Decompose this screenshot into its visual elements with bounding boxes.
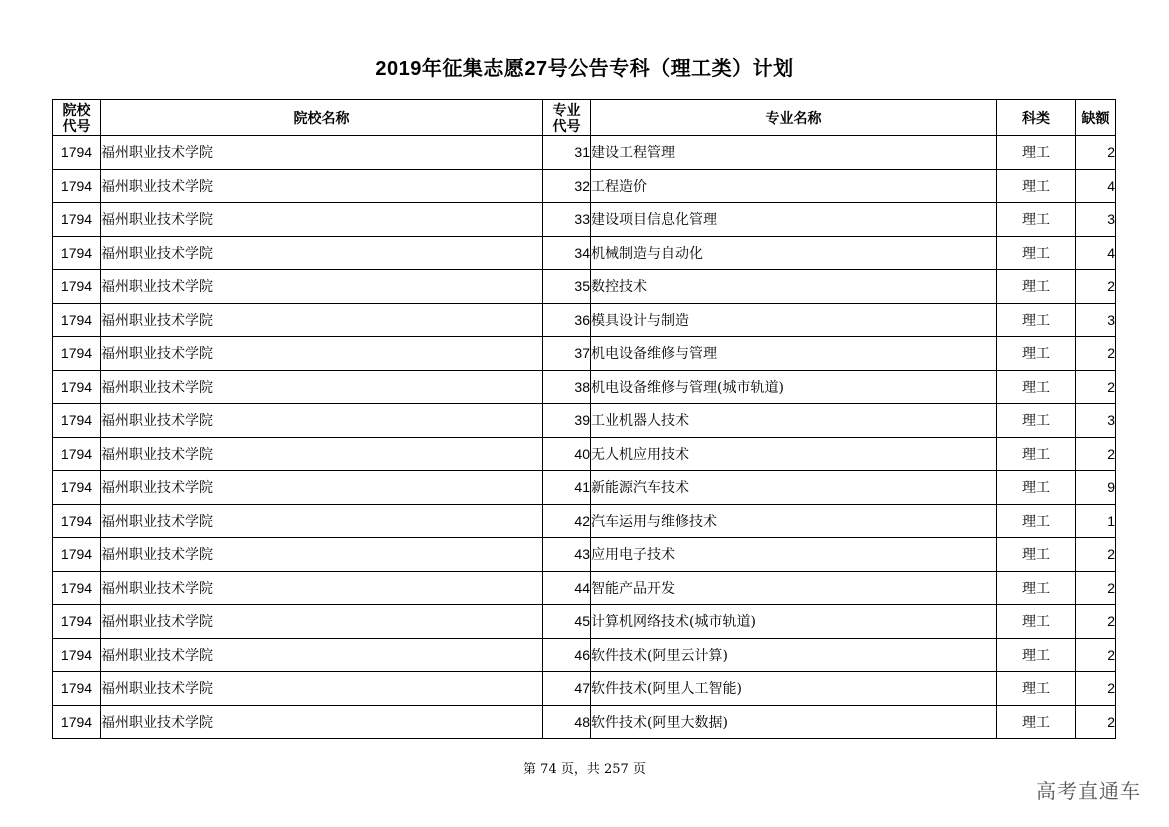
cell-major-code: 32 (543, 169, 591, 203)
cell-vacancy: 4 (1076, 169, 1116, 203)
cell-school-name: 福州职业技术学院 (101, 471, 543, 505)
table-row (53, 337, 1116, 371)
cell-school-code: 1794 (53, 504, 101, 538)
cell-major-name: 汽车运用与维修技术 (591, 504, 997, 538)
cell-major-name: 工程造价 (591, 169, 997, 203)
cell-major-code: 47 (543, 672, 591, 706)
table-row (53, 605, 1116, 639)
cell-school-code: 1794 (53, 169, 101, 203)
cell-school-code: 1794 (53, 370, 101, 404)
cell-major-code: 37 (543, 337, 591, 371)
cell-school-code: 1794 (53, 337, 101, 371)
cell-category: 理工 (997, 270, 1076, 304)
cell-major-name: 软件技术(阿里大数据) (591, 705, 997, 739)
cell-major-code: 43 (543, 538, 591, 572)
table-row (53, 504, 1116, 538)
cell-vacancy: 2 (1076, 672, 1116, 706)
cell-major-name: 机械制造与自动化 (591, 236, 997, 270)
cell-vacancy: 2 (1076, 370, 1116, 404)
table-row (53, 404, 1116, 438)
cell-school-name: 福州职业技术学院 (101, 504, 543, 538)
cell-category: 理工 (997, 571, 1076, 605)
cell-school-name: 福州职业技术学院 (101, 236, 543, 270)
cell-major-name: 计算机网络技术(城市轨道) (591, 605, 997, 639)
cell-category: 理工 (997, 169, 1076, 203)
cell-school-code: 1794 (53, 571, 101, 605)
cell-vacancy: 2 (1076, 638, 1116, 672)
cell-category: 理工 (997, 672, 1076, 706)
cell-major-name: 机电设备维修与管理 (591, 337, 997, 371)
cell-major-code: 39 (543, 404, 591, 438)
cell-category: 理工 (997, 236, 1076, 270)
cell-school-name: 福州职业技术学院 (101, 638, 543, 672)
cell-category: 理工 (997, 303, 1076, 337)
cell-major-code: 34 (543, 236, 591, 270)
cell-vacancy: 3 (1076, 203, 1116, 237)
cell-school-code: 1794 (53, 404, 101, 438)
table-row (53, 437, 1116, 471)
cell-school-code: 1794 (53, 236, 101, 270)
watermark: 高考直通车 (1036, 779, 1141, 803)
table-row (53, 203, 1116, 237)
cell-category: 理工 (997, 504, 1076, 538)
table-row (53, 538, 1116, 572)
cell-major-code: 46 (543, 638, 591, 672)
table-row (53, 136, 1116, 170)
cell-school-name: 福州职业技术学院 (101, 303, 543, 337)
cell-major-name: 新能源汽车技术 (591, 471, 997, 505)
cell-school-code: 1794 (53, 471, 101, 505)
cell-vacancy: 2 (1076, 270, 1116, 304)
cell-major-code: 44 (543, 571, 591, 605)
cell-category: 理工 (997, 638, 1076, 672)
table-row (53, 638, 1116, 672)
cell-school-code: 1794 (53, 270, 101, 304)
table-header-row (53, 100, 1116, 136)
cell-school-name: 福州职业技术学院 (101, 705, 543, 739)
cell-school-code: 1794 (53, 605, 101, 639)
cell-major-code: 31 (543, 136, 591, 170)
cell-vacancy: 2 (1076, 136, 1116, 170)
cell-major-code: 45 (543, 605, 591, 639)
cell-school-code: 1794 (53, 303, 101, 337)
cell-major-name: 工业机器人技术 (591, 404, 997, 438)
cell-vacancy: 3 (1076, 404, 1116, 438)
cell-major-name: 软件技术(阿里云计算) (591, 638, 997, 672)
cell-major-name: 模具设计与制造 (591, 303, 997, 337)
table-row (53, 303, 1116, 337)
header-school-code: 院校 代号 (53, 100, 101, 136)
cell-major-code: 36 (543, 303, 591, 337)
cell-vacancy: 2 (1076, 437, 1116, 471)
table-row (53, 471, 1116, 505)
cell-school-name: 福州职业技术学院 (101, 605, 543, 639)
table-body (53, 136, 1116, 739)
cell-school-name: 福州职业技术学院 (101, 136, 543, 170)
cell-category: 理工 (997, 705, 1076, 739)
cell-major-name: 软件技术(阿里人工智能) (591, 672, 997, 706)
header-major-code: 专业 代号 (543, 100, 591, 136)
cell-vacancy: 2 (1076, 538, 1116, 572)
cell-category: 理工 (997, 471, 1076, 505)
cell-category: 理工 (997, 136, 1076, 170)
cell-major-name: 智能产品开发 (591, 571, 997, 605)
cell-vacancy: 9 (1076, 471, 1116, 505)
cell-major-code: 35 (543, 270, 591, 304)
cell-category: 理工 (997, 404, 1076, 438)
cell-vacancy: 2 (1076, 337, 1116, 371)
cell-vacancy: 3 (1076, 303, 1116, 337)
table-row (53, 169, 1116, 203)
header-major-name: 专业名称 (591, 100, 997, 136)
cell-vacancy: 2 (1076, 605, 1116, 639)
table-row (53, 370, 1116, 404)
cell-major-name: 建设工程管理 (591, 136, 997, 170)
cell-school-code: 1794 (53, 437, 101, 471)
cell-school-name: 福州职业技术学院 (101, 337, 543, 371)
cell-major-code: 41 (543, 471, 591, 505)
header-school-name: 院校名称 (101, 100, 543, 136)
cell-major-name: 机电设备维修与管理(城市轨道) (591, 370, 997, 404)
page-footer: 第 74 页，共 257 页 (523, 762, 646, 777)
cell-major-name: 建设项目信息化管理 (591, 203, 997, 237)
table-row (53, 705, 1116, 739)
cell-school-name: 福州职业技术学院 (101, 538, 543, 572)
cell-vacancy: 1 (1076, 504, 1116, 538)
cell-school-code: 1794 (53, 705, 101, 739)
cell-major-name: 应用电子技术 (591, 538, 997, 572)
cell-category: 理工 (997, 605, 1076, 639)
header-category: 科类 (997, 100, 1076, 136)
cell-category: 理工 (997, 437, 1076, 471)
cell-category: 理工 (997, 337, 1076, 371)
cell-school-code: 1794 (53, 672, 101, 706)
header-vacancy: 缺额 (1076, 100, 1116, 136)
cell-school-code: 1794 (53, 136, 101, 170)
cell-vacancy: 2 (1076, 705, 1116, 739)
table-row (53, 571, 1116, 605)
cell-school-name: 福州职业技术学院 (101, 203, 543, 237)
cell-school-name: 福州职业技术学院 (101, 437, 543, 471)
cell-school-code: 1794 (53, 638, 101, 672)
cell-school-name: 福州职业技术学院 (101, 404, 543, 438)
cell-school-code: 1794 (53, 538, 101, 572)
cell-major-name: 数控技术 (591, 270, 997, 304)
cell-school-code: 1794 (53, 203, 101, 237)
cell-major-code: 48 (543, 705, 591, 739)
cell-major-code: 38 (543, 370, 591, 404)
cell-major-code: 42 (543, 504, 591, 538)
cell-vacancy: 4 (1076, 236, 1116, 270)
page-title: 2019年征集志愿27号公告专科（理工类）计划 (375, 58, 794, 80)
enrollment-plan-table (52, 99, 1116, 739)
cell-school-name: 福州职业技术学院 (101, 169, 543, 203)
cell-major-code: 40 (543, 437, 591, 471)
cell-school-name: 福州职业技术学院 (101, 672, 543, 706)
table-row (53, 236, 1116, 270)
cell-school-name: 福州职业技术学院 (101, 571, 543, 605)
cell-category: 理工 (997, 203, 1076, 237)
cell-vacancy: 2 (1076, 571, 1116, 605)
cell-category: 理工 (997, 370, 1076, 404)
cell-major-code: 33 (543, 203, 591, 237)
cell-major-name: 无人机应用技术 (591, 437, 997, 471)
cell-school-name: 福州职业技术学院 (101, 370, 543, 404)
table-row (53, 672, 1116, 706)
cell-category: 理工 (997, 538, 1076, 572)
table-row (53, 270, 1116, 304)
cell-school-name: 福州职业技术学院 (101, 270, 543, 304)
